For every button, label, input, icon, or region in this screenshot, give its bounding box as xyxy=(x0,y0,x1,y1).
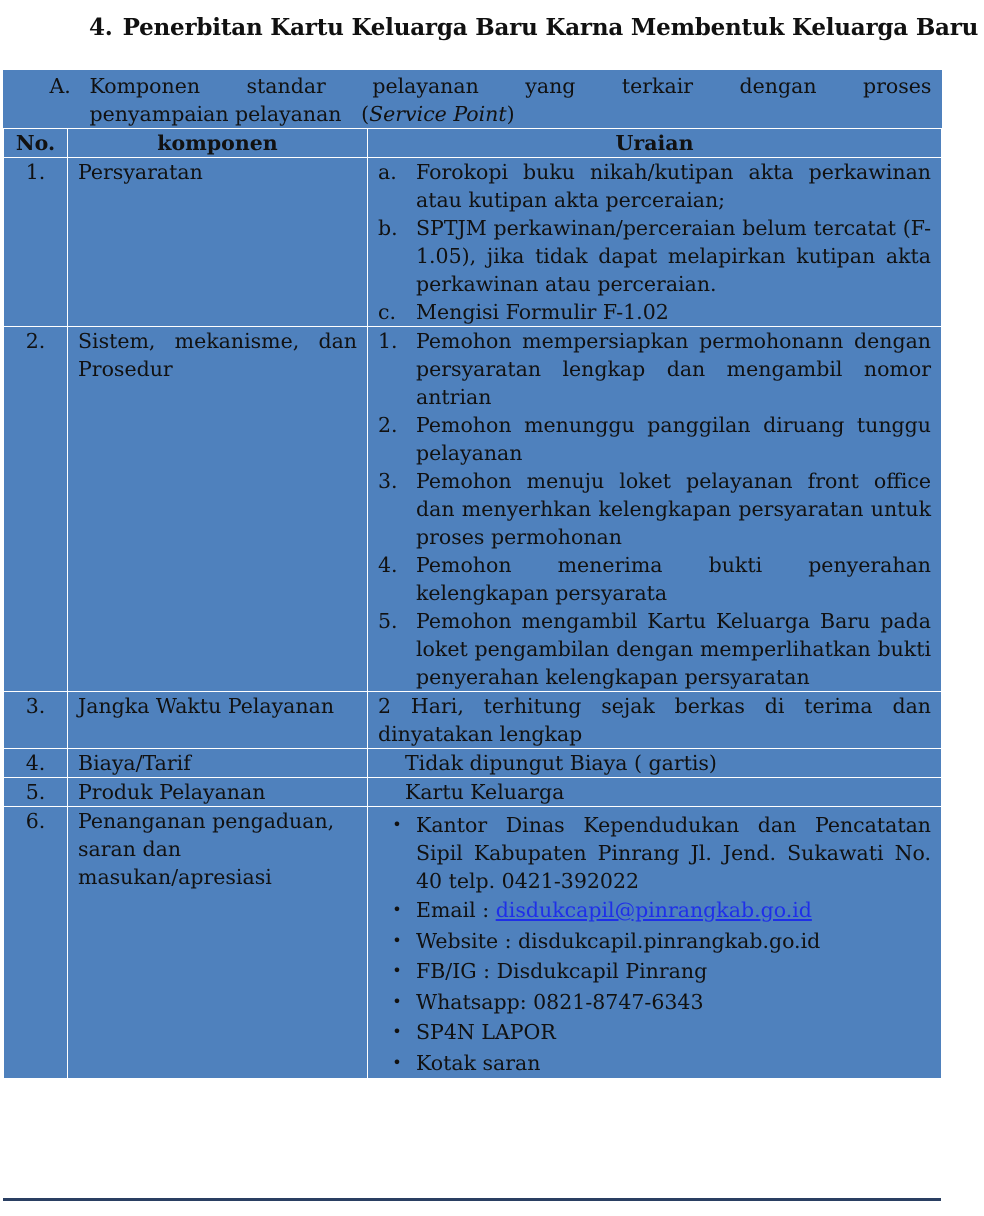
row-uraian xyxy=(368,327,942,692)
bullet-item-office: • Kantor Dinas Kependudukan dan Pencatatan Sipil Kabupaten Pinrang Jl. Jend. Sukawati No. 40 telp. 0421-392022 xyxy=(378,811,931,895)
column-header-no: No. xyxy=(4,129,68,158)
row-komponen: Produk Pelayanan xyxy=(68,778,368,807)
column-header-komponen: komponen xyxy=(68,129,368,158)
row-number: 2. xyxy=(4,327,68,692)
bullet-icon: • xyxy=(392,991,402,1011)
row-komponen: Sistem, mekanisme, dan Prosedur xyxy=(68,327,368,692)
list-item: 3. Pemohon menuju loket pelayanan front office dan menyerhkan kelengkapan persyaratan untuk proses permohonan xyxy=(378,469,932,549)
row-komponen: Persyaratan xyxy=(68,158,368,327)
bullet-icon: • xyxy=(392,1052,402,1072)
list-item: c. Mengisi Formulir F-1.02 xyxy=(378,300,669,324)
heading-text: Penerbitan Kartu Keluarga Baru Karna Membentuk Keluarga Baru xyxy=(122,14,979,41)
section-text-line1: Komponen standar pelayanan yang terkair dengan proses xyxy=(89,74,932,98)
bullet-icon: • xyxy=(392,815,402,834)
section-row xyxy=(4,70,942,129)
table-row xyxy=(4,778,942,807)
bullet-item-social: • FB/IG : Disdukcapil Pinrang xyxy=(378,956,931,987)
service-standard-table xyxy=(3,70,942,1079)
list-item: 5. Pemohon mengambil Kartu Keluarga Baru pada loket pengambilan dengan memperlihatkan bukti penyerahan kelengkapan persyaratan xyxy=(378,609,932,689)
table-row xyxy=(4,749,942,778)
row-komponen: Penanganan pengaduan, saran dan masukan/apresiasi xyxy=(68,807,368,1079)
row-number: 3. xyxy=(4,692,68,749)
bullet-icon: • xyxy=(392,1022,402,1041)
row-uraian: Kartu Keluarga xyxy=(368,778,942,807)
section-cell xyxy=(4,70,942,129)
section-text-line2: penyampaian pelayanan (Service Point) xyxy=(89,102,515,126)
bullet-item-email: • Email : disdukcapil@pinrangkab.go.id xyxy=(378,895,931,926)
list-item: a. Forokopi buku nikah/kutipan akta perkawinan atau kutipan akta perceraian; xyxy=(378,160,932,212)
row-number: 5. xyxy=(4,778,68,807)
row-komponen: Jangka Waktu Pelayanan xyxy=(68,692,368,749)
table-row xyxy=(4,692,942,749)
table-row xyxy=(4,158,942,327)
bullet-item-website: • Website : disdukcapil.pinrangkab.go.id xyxy=(378,926,931,957)
email-link[interactable]: disdukcapil@pinrangkab.go.id xyxy=(495,898,812,922)
row-uraian: Tidak dipungut Biaya ( gartis) xyxy=(368,749,942,778)
table-bottom-rule xyxy=(3,1198,941,1201)
row-uraian xyxy=(368,807,942,1079)
list-item: 4. Pemohon menerima bukti penyerahan kelengkapan persyarata xyxy=(378,553,932,605)
bullet-icon: • xyxy=(392,900,402,919)
heading-number: 4. xyxy=(89,14,113,41)
table-row xyxy=(4,807,942,1079)
table-row xyxy=(4,327,942,692)
table-header-row xyxy=(4,129,942,158)
row-komponen: Biaya/Tarif xyxy=(68,749,368,778)
column-header-uraian: Uraian xyxy=(368,129,942,158)
row-number: 4. xyxy=(4,749,68,778)
bullet-icon: • xyxy=(392,930,402,950)
row-uraian xyxy=(368,158,942,327)
service-point-italic: Service Point xyxy=(369,102,507,126)
bullet-item-sp4n: • SP4N LAPOR xyxy=(378,1017,931,1048)
row-number: 6. xyxy=(4,807,68,1079)
bullet-item-kotak: • Kotak saran xyxy=(378,1048,931,1079)
bullet-item-whatsapp: • Whatsapp: 0821-8747-6343 xyxy=(378,987,931,1018)
row-uraian: 2 Hari, terhitung sejak berkas di terima dan dinyatakan lengkap xyxy=(368,692,942,749)
section-label: A. xyxy=(49,74,71,98)
page-title xyxy=(89,12,981,44)
list-item: 2. Pemohon menunggu panggilan diruang tunggu pelayanan xyxy=(378,413,932,465)
bullet-icon: • xyxy=(392,961,402,980)
row-number: 1. xyxy=(4,158,68,327)
list-item: 1. Pemohon mempersiapkan permohonann dengan persyaratan lengkap dan mengambil nomor antrian xyxy=(378,329,932,409)
list-item: b. SPTJM perkawinan/perceraian belum tercatat (F-1.05), jika tidak dapat melapirkan kutipan akta perkawinan atau perceraian. xyxy=(378,216,932,296)
